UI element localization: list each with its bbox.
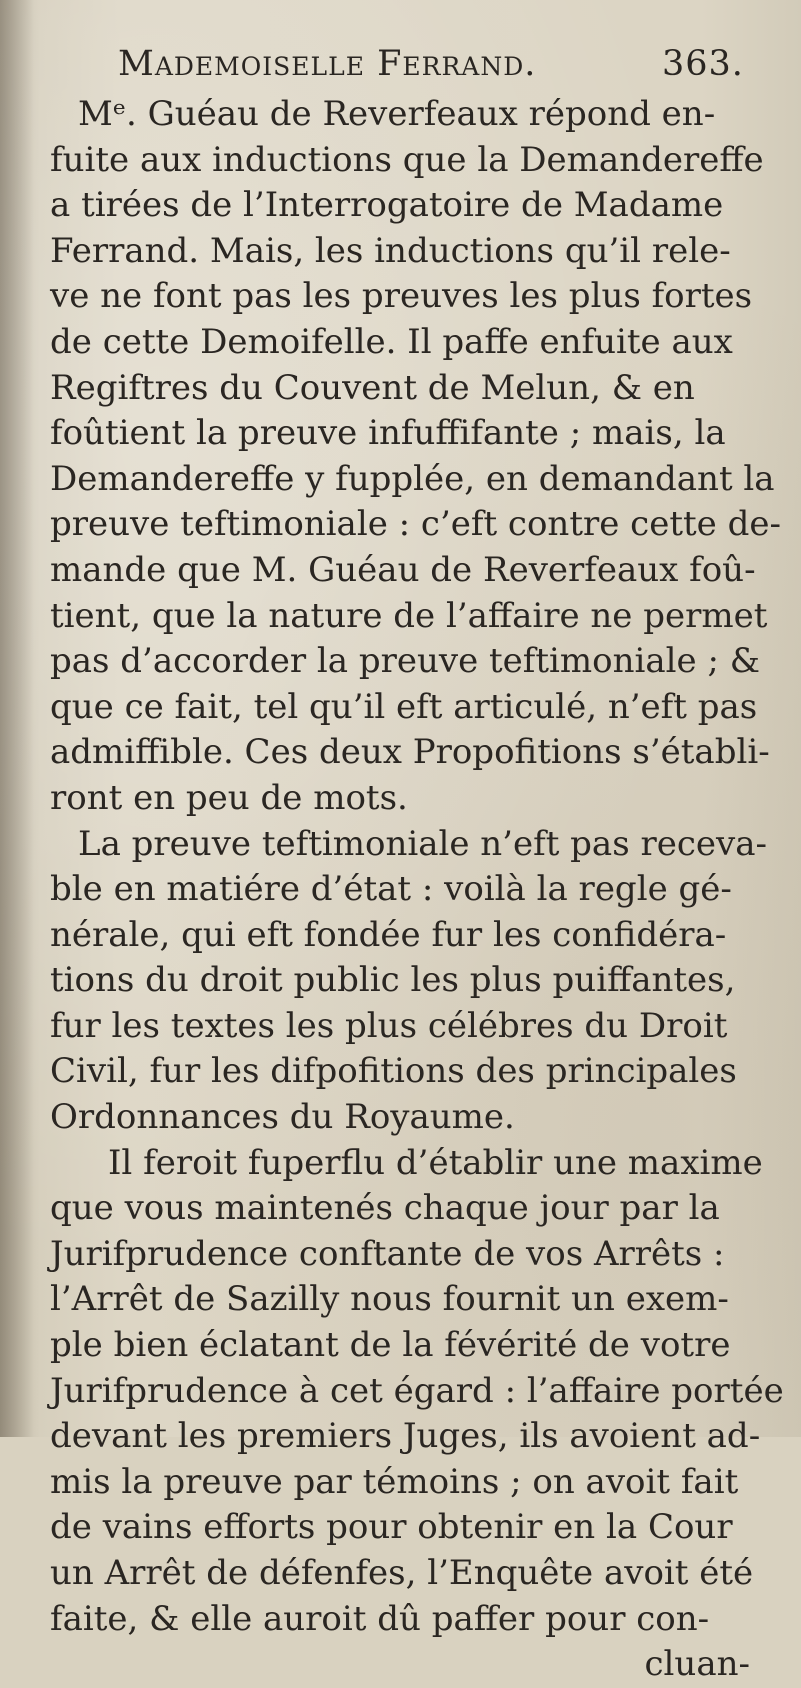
text-line: de vains efforts pour obtenir en la Cour [50, 1507, 733, 1548]
running-title: Mademoiselle Ferrand. [118, 44, 537, 84]
text-line: que vous maintenés chaque jour par la [50, 1188, 720, 1229]
text-line: un Arrêt de défenfes, l’Enquête avoit été [50, 1553, 754, 1593]
text-line: nérale, qui eft fondée fur les confidéra- [50, 914, 727, 955]
text-line: Ferrand. Mais, les inductions qu’il rele- [50, 230, 731, 271]
text-line: admiffible. Ces deux Propofitions s’établi- [50, 732, 770, 773]
text-line: La preuve teftimoniale n’eft pas receva- [78, 823, 767, 864]
catchword: cluan- [644, 1644, 750, 1685]
page-number: 363. [662, 44, 744, 84]
text-line: ront en peu de mots. [50, 777, 408, 818]
text-line: Regiftres du Couvent de Melun, & en [50, 367, 695, 408]
text-line: que ce fait, tel qu’il eft articulé, n’eft pas [50, 686, 758, 727]
text-line: l’Arrêt de Sazilly nous fournit un exem- [50, 1279, 729, 1320]
text-line: ble en matiére d’état : voilà la regle gé- [50, 869, 732, 910]
text-line: mis la preuve par témoins ; on avoit fait [50, 1461, 739, 1502]
text-line: ple bien éclatant de la févérité de votre [50, 1325, 731, 1366]
text-line: preuve teftimoniale : c’eft contre cette de- [50, 504, 781, 545]
text-line: mande que M. Guéau de Reverfeaux foû- [50, 549, 756, 590]
text-line: Ordonnances du Royaume. [50, 1097, 515, 1138]
page-gutter-shadow [0, 0, 34, 1437]
text-line: de cette Demoifelle. Il paffe enfuite aux [50, 321, 733, 362]
text-line: Civil, fur les difpofitions des principales [50, 1051, 737, 1092]
text-line: Demandereffe y fupplée, en demandant la [50, 458, 775, 499]
text-line: Jurifprudence conftante de vos Arrêts : [50, 1233, 725, 1274]
text-line: foûtient la preuve infuffifante ; mais, la [50, 413, 726, 454]
page-header [118, 44, 768, 94]
text-line: Jurifprudence à cet égard : l’affaire portée [50, 1370, 784, 1411]
text-line: fuite aux inductions que la Demandereffe [50, 139, 764, 180]
text-line: a tirées de l’Interrogatoire de Madame [50, 185, 724, 226]
text-line: Mᵉ. Guéau de Reverfeaux répond en- [78, 94, 716, 134]
text-line: pas d’accorder la preuve teftimoniale ; & [50, 641, 760, 682]
text-line: ve ne font pas les preuves les plus fortes [50, 276, 753, 317]
text-line: devant les premiers Juges, ils avoient ad- [50, 1416, 761, 1457]
text-line: fur les textes les plus célébres du Droit [50, 1005, 728, 1046]
text-line: Il feroit fuperflu d’établir une maxime [108, 1142, 763, 1183]
text-line: tient, que la nature de l’affaire ne permet [50, 595, 768, 636]
text-line: tions du droit public les plus puiffantes, [50, 960, 736, 1001]
text-line: faite, & elle auroit dû paffer pour con- [50, 1598, 710, 1639]
body-text [50, 92, 784, 1688]
